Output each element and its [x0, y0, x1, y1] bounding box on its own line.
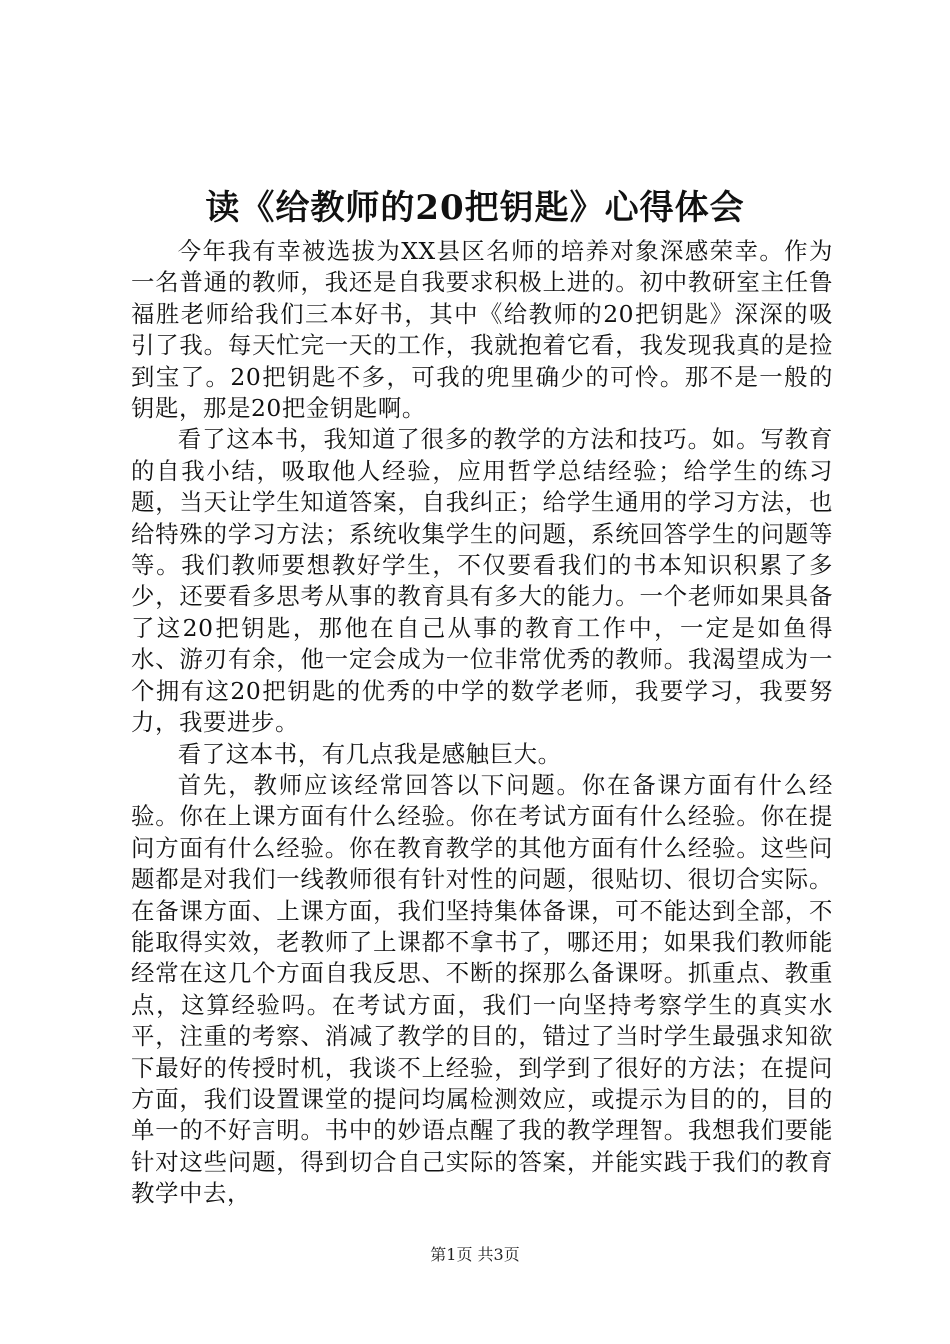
paragraph-4: 首先，教师应该经常回答以下问题。你在备课方面有什么经验。你在上课方面有什么经验。你在考试方面有什么经验。你在提问方面有什么经验。你在教育教学的其他方面有什么经验。这些问题都是对我们一线教师很有针对性的问题，很贴切、很切合实际。在备课方面、上课方面，我们坚持集体备课，可不能达到全部，不能取得实效，老教师了上课都不拿书了，哪还用；如果我们教师能经常在这几个方面自我反思、不断的探那么备课呀。抓重点、教重点，这算经验吗。在考试方面，我们一向坚持考察学生的真实水平，注重的考察、消减了教学的目的，错过了当时学生最强求知欲下最好的传授时机，我谈不上经验，到学到了很好的方法；在提问方面，我们设置课堂的提问均属检测效应，或提示为目的的，目的单一的不好言明。书中的妙语点醒了我的教学理智。我想我们要能针对这些问题，得到切合自己实际的答案，并能实践于我们的教育教学中去， [131, 770, 833, 1208]
paragraph-3: 看了这本书，有几点我是感触巨大。 [177, 739, 562, 768]
paragraph-1: 今年我有幸被选拔为XX县区名师的培养对象深感荣幸。作为一名普通的教师，我还是自我要求积极上进的。初中教研室主任鲁福胜老师给我们三本好书，其中《给教师的20把钥匙》深深的吸引了我。每天忙完一天的工作，我就抱着它看，我发现我真的是捡到宝了。20把钥匙不多，可我的兜里确少的可怜。那不是一般的钥匙，那是20把金钥匙啊。 [131, 237, 833, 423]
page-footer: 第1页 共3页 [430, 1245, 520, 1264]
document-body [131, 236, 833, 1210]
paragraph-2: 看了这本书，我知道了很多的教学的方法和技巧。如。写教育的自我小结，吸取他人经验，应用哲学总结经验；给学生的练习题，当天让学生知道答案，自我纠正；给学生通用的学习方法，也给特殊的学习方法；系统收集学生的问题，系统回答学生的问题等等。我们教师要想教好学生，不仅要看我们的书本知识积累了多少，还要看多思考从事的教育具有多大的能力。一个老师如果具备了这20把钥匙，那他在自己从事的教育工作中，一定是如鱼得水、游刃有余，他一定会成为一位非常优秀的教师。我渴望成为一个拥有这20把钥匙的优秀的中学的数学老师，我要学习，我要努力，我要进步。 [131, 425, 833, 737]
document-title: 读《给教师的20把钥匙》心得体会 [205, 188, 745, 228]
